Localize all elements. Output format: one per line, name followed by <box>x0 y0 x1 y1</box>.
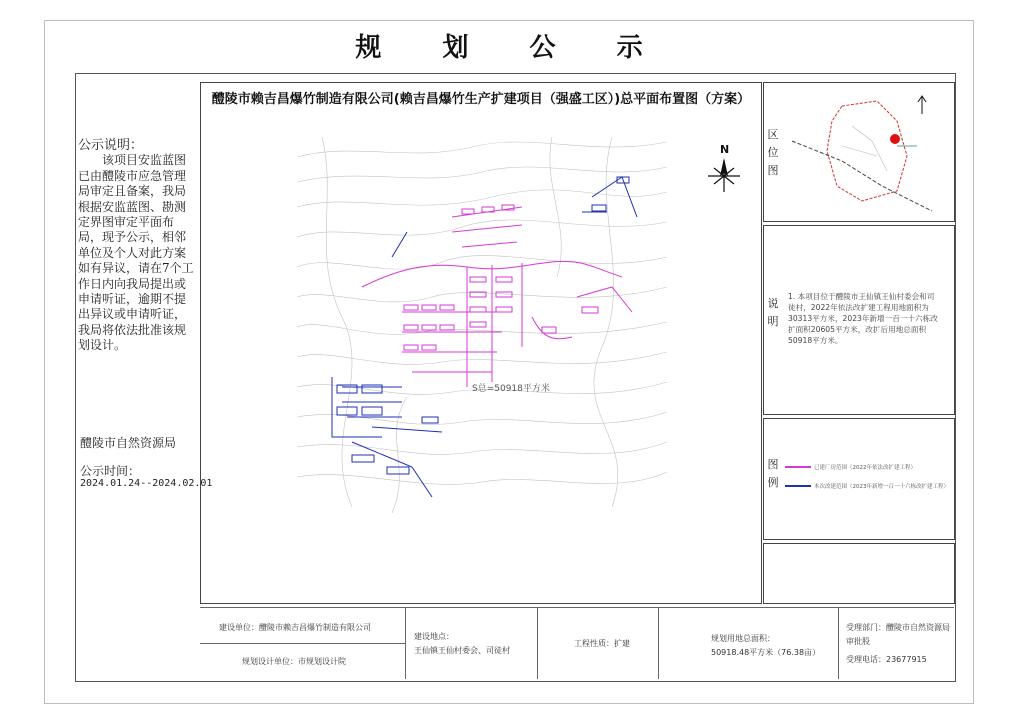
notice-heading: 公示说明： <box>78 138 144 153</box>
issuing-bureau: 醴陵市自然资源局 <box>80 436 177 450</box>
legend-swatch-planned <box>785 485 811 487</box>
info-divider-3 <box>658 607 659 679</box>
north-arrow-icon <box>700 140 748 196</box>
notice-time-label: 公示时间： <box>80 464 141 478</box>
site-plan-map <box>292 137 672 513</box>
info-divider-2 <box>537 607 538 679</box>
info-department: 受理部门：醴陵市自然资源局审批股 <box>846 623 950 646</box>
existing-buildings <box>362 205 632 387</box>
legend-item-existing: 已建厂房范围（2022年依法改扩建工程） <box>814 465 916 471</box>
info-area-value: 50918.48平方米（76.38亩） <box>711 648 821 657</box>
info-location-value: 王仙镇王仙村委会、司徒村 <box>414 646 510 655</box>
location-label: 区位图 <box>767 128 779 177</box>
notice-time-value: 2024.01.24--2024.02.01 <box>80 478 213 489</box>
legend-item-planned: 本次改建范围（2023年新增一百一十六栋改扩建工程） <box>814 484 949 490</box>
legend-panel <box>763 418 955 540</box>
description-text: 1. 本项目位于醴陵市王仙镇王仙村委会和司徒村，2022年依法改扩建工程用地面积为30313平方米，2023年新增一百一十六栋改扩面积20605平方米，改扩后用地总面积50918平方米。 <box>788 292 938 345</box>
notice-text <box>78 138 196 354</box>
location-map <box>782 86 950 216</box>
area-annotation: S总=50918平方米 <box>472 384 550 394</box>
blank-panel <box>763 543 955 604</box>
info-top-rule <box>200 607 954 608</box>
info-divider-1 <box>405 607 406 679</box>
notice-body: 该项目安监蓝图已由醴陵市应急管理局审定且备案，我局根据安监蓝图、勘测定界图审定平面布局，现予公示，相邻单位及个人对此方案如有异议，请在7个工作日内向我局提出或申请听证，逾期不提出异议或申请听证，我局将依法批准该规划设计。 <box>78 153 194 353</box>
info-location-label: 建设地点： <box>414 632 454 641</box>
info-nature: 工程性质：扩建 <box>574 639 630 648</box>
info-mid-rule <box>200 643 405 644</box>
north-label: N <box>720 143 730 156</box>
description-label: 说明 <box>767 297 779 328</box>
info-construction-unit: 建设单位：醴陵市赖吉昌爆竹制造有限公司 <box>219 623 371 632</box>
legend-swatch-existing <box>785 466 811 468</box>
info-divider-4 <box>838 607 839 679</box>
site-plan-title: 醴陵市赖吉昌爆竹制造有限公司(赖吉昌爆竹生产扩建项目（强盛工区）)总平面布置图（方案） <box>211 92 751 107</box>
site-marker <box>890 134 900 144</box>
info-phone: 受理电话：23677915 <box>846 655 927 664</box>
compass-icon <box>918 96 926 114</box>
legend-label: 图例 <box>767 458 779 489</box>
info-area-label: 规划用地总面积： <box>711 634 775 643</box>
page-title: 规 划 公 示 <box>355 33 669 63</box>
info-design-unit: 规划设计单位：市规划设计院 <box>242 657 346 666</box>
